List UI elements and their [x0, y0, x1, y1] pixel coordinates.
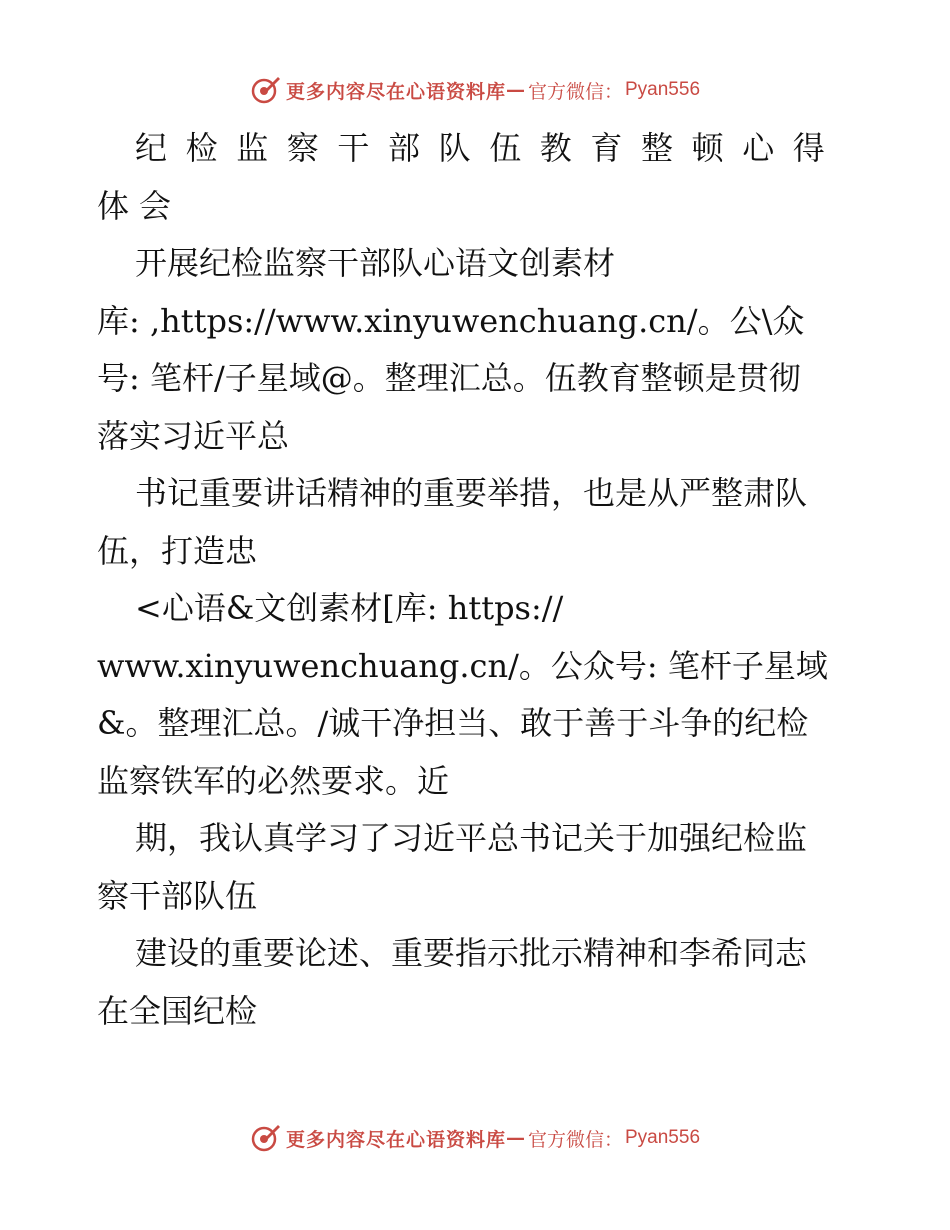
banner-main-text: 更多内容尽在心语资料库 — [285, 1128, 506, 1151]
title-line-2: 体会 — [97, 186, 182, 225]
paragraph-line: 号: 笔杆/子星域@。整理汇总。伍教育整顿是贯彻 — [97, 359, 801, 397]
banner-wechat-label: 官方微信： — [527, 1128, 623, 1151]
paragraph-line: 库: ,https://www.xinyuwenchuang.cn/。公\众 — [97, 301, 805, 340]
paragraph-line: 察干部队伍 — [97, 876, 258, 915]
paragraph-line: 书记重要讲话精神的重要举措，也是从严整肃队 — [135, 474, 808, 512]
document-body — [97, 120, 857, 1040]
footer-banner — [0, 1118, 950, 1158]
paragraph-line: 伍，打造忠 — [97, 531, 258, 570]
paragraph-line: 监察铁军的必然要求。近 — [97, 761, 450, 800]
paragraph-line: 建设的重要论述、重要指示批示精神和李希同志 — [135, 934, 808, 972]
paragraph-line: &。整理汇总。/诚干净担当、敢于善于斗争的纪检 — [97, 704, 809, 742]
paragraph-line: 期，我认真学习了习近平总书记关于加强纪检监 — [135, 819, 808, 857]
banner-wechat-label: 官方微信： — [527, 80, 623, 103]
banner-separator: — — [505, 79, 526, 101]
banner-wechat-id: Pyan556 — [625, 79, 701, 100]
paragraph-line: www.xinyuwenchuang.cn/。公众号: 笔杆子星域 — [97, 646, 828, 685]
banner-separator: — — [505, 1127, 526, 1149]
paragraph-line: 在全国纪检 — [97, 991, 258, 1030]
quill-logo-icon — [250, 1122, 282, 1154]
paragraph-line: 开展纪检监察干部队心语文创素材 — [135, 244, 616, 282]
header-banner — [0, 70, 950, 110]
paragraph-line: 落实习近平总 — [97, 416, 290, 455]
title-line-1: 纪检监察干部队伍教育整顿心得 — [135, 129, 844, 167]
paragraph-line: <心语&文创素材[库: https:// — [135, 589, 564, 627]
banner-wechat-id: Pyan556 — [625, 1127, 701, 1148]
quill-logo-icon — [250, 74, 282, 106]
banner-main-text: 更多内容尽在心语资料库 — [285, 80, 506, 103]
